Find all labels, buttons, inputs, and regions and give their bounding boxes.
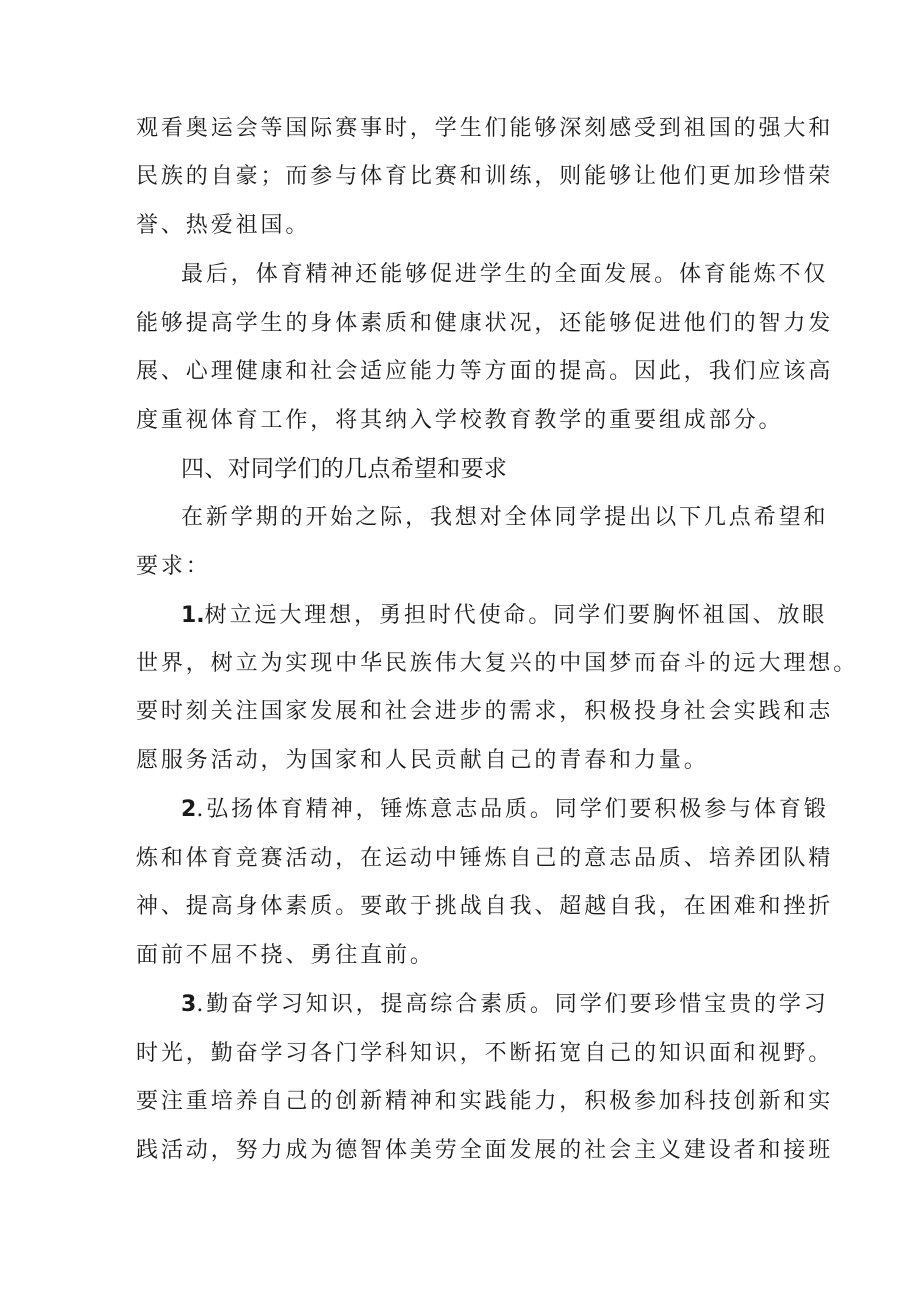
text-line: 在新学期的开始之际，我想对全体同学提出以下几点希望和 — [181, 505, 829, 530]
text-line: 树立远大理想，勇担时代使命。同学们要胸怀祖国、放眼 — [204, 603, 828, 628]
text-line: 观看奥运会等国际赛事时，学生们能够深刻感受到祖国的强大和 — [136, 116, 834, 141]
list-item-1-first-line — [181, 601, 827, 631]
text-line: 展、心理健康和社会适应能力等方面的提高。因此，我们应该高 — [136, 359, 834, 384]
text-line: 神、提高身体素质。要敢于挑战自我、超越自我，在困难和挫折 — [136, 894, 834, 919]
text-line: 时光，勤奋学习各门学科知识，不断拓宽自己的知识面和视野。 — [136, 1041, 834, 1066]
text-line: 面前不屈不挠、勇往直前。 — [136, 943, 435, 968]
text-line: 要注重培养自己的创新精神和实践能力，积极参加科技创新和实 — [136, 1089, 834, 1114]
text-line: 炼和体育竞赛活动，在运动中锤炼自己的意志品质、培养团队精 — [136, 846, 834, 871]
text-line: 最后，体育精神还能够促进学生的全面发展。体育能炼不仅 — [181, 262, 829, 287]
text-line: .勤奋学习知识，提高综合素质。同学们要珍惜宝贵的学习 — [196, 992, 829, 1017]
text-line: 世界，树立为实现中华民族伟大复兴的中国梦而奋斗的远大理想。 — [136, 651, 859, 676]
text-line: 要时刻关注国家发展和社会进步的需求，积极投身社会实践和志 — [136, 699, 834, 724]
list-number: 1. — [181, 603, 205, 628]
text-line: 要求： — [136, 554, 211, 579]
text-line: 能够提高学生的身体素质和健康状况，还能够促进他们的智力发 — [136, 311, 834, 336]
text-line: 度重视体育工作，将其纳入学校教育教学的重要组成部分。 — [136, 408, 784, 433]
section-heading: 四、对同学们的几点希望和要求 — [181, 456, 508, 482]
list-item-2-first-line — [181, 795, 829, 825]
text-line: .弘扬体育精神，锤炼意志品质。同学们要积极参与体育锻 — [196, 797, 829, 822]
list-number: 2 — [181, 797, 197, 822]
text-line: 誉、热爱祖国。 — [136, 213, 311, 238]
text-line: 践活动，努力成为德智体美劳全面发展的社会主义建设者和接班 — [136, 1138, 834, 1163]
text-line: 愿服务活动，为国家和人民贡献自己的青春和力量。 — [136, 748, 709, 773]
list-number: 3 — [181, 992, 197, 1017]
text-line: 民族的自豪；而参与体育比赛和训练，则能够让他们更加珍惜荣 — [136, 164, 834, 189]
list-item-3-first-line — [181, 990, 829, 1020]
